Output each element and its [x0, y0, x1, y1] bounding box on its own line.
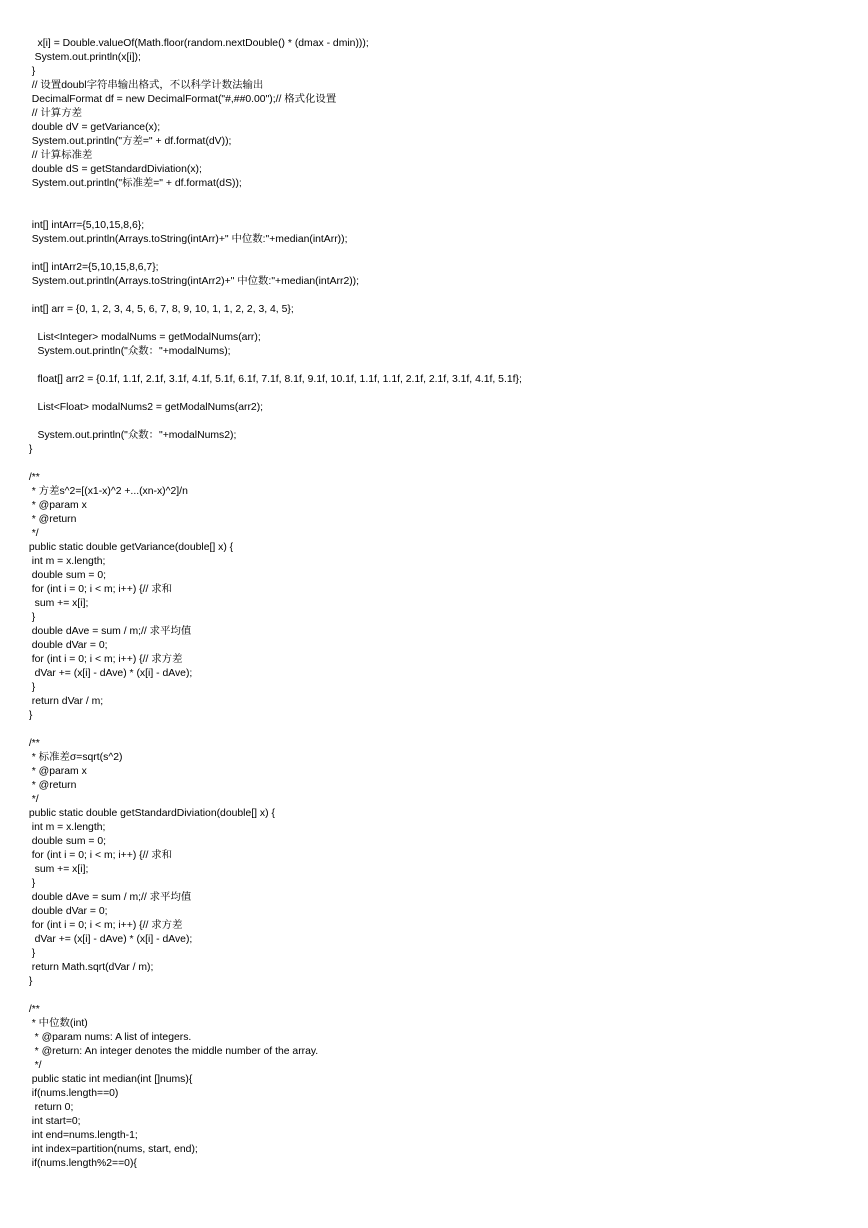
- code-line: double dS = getStandardDiviation(x);: [0, 164, 202, 175]
- code-line: }: [0, 948, 36, 959]
- code-line: return 0;: [0, 1102, 74, 1113]
- code-line: }: [0, 682, 36, 693]
- code-line: return Math.sqrt(dVar / m);: [0, 962, 154, 973]
- code-line: System.out.println("标准差=" + df.format(dS));: [0, 178, 242, 189]
- code-line: /**: [0, 738, 40, 749]
- code-line: * @param x: [0, 766, 87, 777]
- code-line: System.out.println("方差=" + df.format(dV));: [0, 136, 232, 147]
- code-listing: [0, 37, 522, 1171]
- code-line: sum += x[i];: [0, 864, 89, 875]
- code-line: double dAve = sum / m;// 求平均值: [0, 892, 192, 903]
- code-line: int m = x.length;: [0, 822, 106, 833]
- code-line: [0, 723, 522, 737]
- code-line: x[i] = Double.valueOf(Math.floor(random.nextDouble() * (dmax - dmin)));: [0, 38, 369, 49]
- code-line: }: [0, 976, 33, 987]
- code-line: /**: [0, 1004, 40, 1015]
- code-line: // 设置doubl字符串输出格式，不以科学计数法输出: [0, 80, 264, 91]
- code-line: for (int i = 0; i < m; i++) {// 求方差: [0, 920, 183, 931]
- code-line: * 方差s^2=[(x1-x)^2 +...(xn-x)^2]/n: [0, 486, 188, 497]
- code-line: List<Float> modalNums2 = getModalNums(arr2);: [0, 402, 264, 413]
- code-line: int[] intArr={5,10,15,8,6};: [0, 220, 145, 231]
- code-line: if(nums.length%2==0){: [0, 1158, 137, 1169]
- code-line: * @param nums: A list of integers.: [0, 1032, 192, 1043]
- code-line: System.out.println(x[i]);: [0, 52, 141, 63]
- code-line: [0, 989, 522, 1003]
- code-line: int start=0;: [0, 1116, 81, 1127]
- code-line: dVar += (x[i] - dAve) * (x[i] - dAve);: [0, 934, 193, 945]
- code-line: * @return: An integer denotes the middle number of the array.: [0, 1046, 319, 1057]
- code-line: */: [0, 794, 39, 805]
- code-line: for (int i = 0; i < m; i++) {// 求和: [0, 850, 173, 861]
- code-line: /**: [0, 472, 40, 483]
- code-line: * @return: [0, 514, 77, 525]
- code-line: double sum = 0;: [0, 570, 106, 581]
- code-line: public static double getStandardDiviation(double[] x) {: [0, 808, 275, 819]
- code-line: int end=nums.length-1;: [0, 1130, 138, 1141]
- code-line: if(nums.length==0): [0, 1088, 119, 1099]
- code-line: int[] arr = {0, 1, 2, 3, 4, 5, 6, 7, 8, 9, 10, 1, 1, 2, 2, 3, 4, 5};: [0, 304, 294, 315]
- code-line: for (int i = 0; i < m; i++) {// 求和: [0, 584, 173, 595]
- code-line: int index=partition(nums, start, end);: [0, 1144, 198, 1155]
- code-line: List<Integer> modalNums = getModalNums(arr);: [0, 332, 261, 343]
- code-line: [0, 205, 522, 219]
- code-line: [0, 457, 522, 471]
- code-line: }: [0, 66, 36, 77]
- code-line: }: [0, 612, 36, 623]
- code-line: [0, 387, 522, 401]
- code-line: double dVar = 0;: [0, 906, 108, 917]
- code-line: double dVar = 0;: [0, 640, 108, 651]
- code-line: [0, 317, 522, 331]
- code-line: * 中位数(int): [0, 1018, 88, 1029]
- code-line: double dAve = sum / m;// 求平均值: [0, 626, 192, 637]
- code-line: int m = x.length;: [0, 556, 106, 567]
- code-line: DecimalFormat df = new DecimalFormat("#,##0.00");// 格式化设置: [0, 94, 337, 105]
- code-line: return dVar / m;: [0, 696, 104, 707]
- code-line: sum += x[i];: [0, 598, 89, 609]
- code-line: // 计算方差: [0, 108, 82, 119]
- code-line: * @return: [0, 780, 77, 791]
- code-line: System.out.println(Arrays.toString(intArr2)+" 中位数:"+median(intArr2));: [0, 276, 360, 287]
- code-line: System.out.println("众数："+modalNums);: [0, 346, 231, 357]
- code-line: float[] arr2 = {0.1f, 1.1f, 2.1f, 3.1f, 4.1f, 5.1f, 6.1f, 7.1f, 8.1f, 9.1f, 10.1f, 1.1f, 1.1f, 2.1f, 2.1f, 3.1f, 4.1f, 5.1f};: [0, 374, 522, 385]
- code-line: double dV = getVariance(x);: [0, 122, 161, 133]
- code-line: }: [0, 878, 36, 889]
- code-line: }: [0, 444, 33, 455]
- code-line: public static double getVariance(double[] x) {: [0, 542, 234, 553]
- code-line: [0, 359, 522, 373]
- code-line: * 标准差σ=sqrt(s^2): [0, 752, 123, 763]
- code-line: * @param x: [0, 500, 87, 511]
- code-line: int[] intArr2={5,10,15,8,6,7};: [0, 262, 159, 273]
- code-line: // 计算标准差: [0, 150, 93, 161]
- code-line: }: [0, 710, 33, 721]
- code-line: double sum = 0;: [0, 836, 106, 847]
- code-line: System.out.println("众数："+modalNums2);: [0, 430, 237, 441]
- code-line: for (int i = 0; i < m; i++) {// 求方差: [0, 654, 183, 665]
- code-line: [0, 289, 522, 303]
- code-line: public static int median(int []nums){: [0, 1074, 193, 1085]
- code-line: */: [0, 528, 39, 539]
- code-line: [0, 191, 522, 205]
- code-line: dVar += (x[i] - dAve) * (x[i] - dAve);: [0, 668, 193, 679]
- code-line: System.out.println(Arrays.toString(intArr)+" 中位数:"+median(intArr));: [0, 234, 348, 245]
- code-line: [0, 247, 522, 261]
- code-line: */: [0, 1060, 42, 1071]
- code-line: [0, 415, 522, 429]
